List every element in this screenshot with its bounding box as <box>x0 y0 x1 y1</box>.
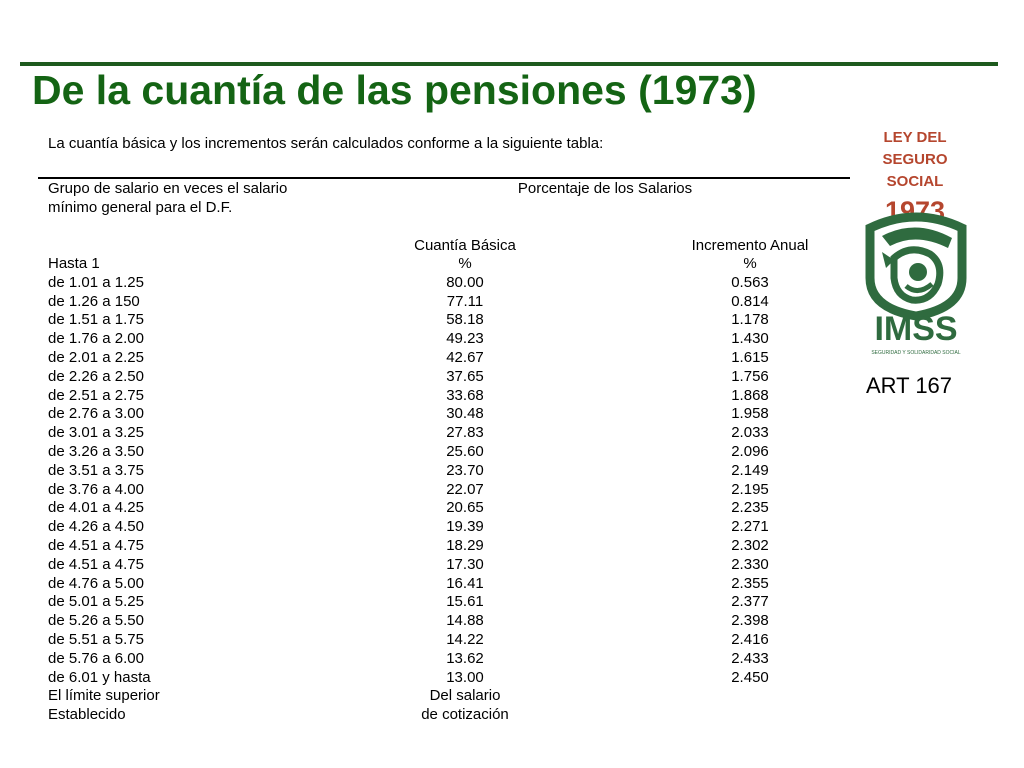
annual-increment-cell: 0.563 <box>731 273 769 291</box>
basic-amount-cell: 14.88 <box>446 612 484 630</box>
annual-increment-cell: 1.958 <box>731 405 769 423</box>
table-row <box>0 443 860 462</box>
table-row <box>0 518 860 537</box>
basic-amount-cell: 58.18 <box>446 311 484 329</box>
basic-amount-cell: 42.67 <box>446 348 484 366</box>
annual-increment-cell: 2.450 <box>731 668 769 686</box>
salary-range-cell: de 4.01 a 4.25 <box>48 499 144 517</box>
annual-increment-cell: 2.096 <box>731 442 769 460</box>
salary-range-cell: de 3.01 a 3.25 <box>48 424 144 442</box>
basic-amount-cell: 13.62 <box>446 649 484 667</box>
slide-title: De la cuantía de las pensiones (1973) <box>32 67 757 113</box>
table-row <box>0 349 860 368</box>
logo-line-1: LEY DEL SEGURO <box>882 129 948 168</box>
basic-amount-cell: % <box>458 255 472 272</box>
basic-amount-cell: 15.61 <box>446 593 484 611</box>
salary-range-cell: Establecido <box>48 706 126 724</box>
basic-amount-cell: 14.22 <box>446 630 484 648</box>
basic-amount-cell: de cotización <box>421 706 509 724</box>
table-row <box>0 330 860 349</box>
salary-range-cell: de 1.76 a 2.00 <box>48 330 144 348</box>
salary-range-cell: de 3.26 a 3.50 <box>48 442 144 460</box>
basic-amount-cell: 17.30 <box>446 555 484 573</box>
table-row <box>0 368 860 387</box>
salary-range-cell: de 2.76 a 3.00 <box>48 405 144 423</box>
basic-amount-cell: 30.48 <box>446 405 484 423</box>
pension-table-body <box>0 255 860 725</box>
annual-increment-cell: 2.330 <box>731 555 769 573</box>
table-row <box>0 274 860 293</box>
annual-increment-cell: 2.355 <box>731 574 769 592</box>
basic-amount-cell: 18.29 <box>446 536 484 554</box>
table-row <box>0 631 860 650</box>
basic-amount-cell: 16.41 <box>446 574 484 592</box>
logo-year: 1973 <box>884 196 946 226</box>
basic-amount-cell: 23.70 <box>446 461 484 479</box>
table-row <box>0 575 860 594</box>
salary-range-cell: de 4.51 a 4.75 <box>48 536 144 554</box>
basic-amount-cell: 37.65 <box>446 367 484 385</box>
annual-increment-cell: 1.430 <box>731 330 769 348</box>
salary-range-cell: de 3.51 a 3.75 <box>48 461 144 479</box>
salary-range-cell: Hasta 1 <box>48 255 100 272</box>
basic-amount-cell: 49.23 <box>446 330 484 348</box>
annual-increment-cell: 0.814 <box>731 292 769 310</box>
table-row <box>0 650 860 669</box>
table-row <box>0 424 860 443</box>
table-row <box>0 556 860 575</box>
header-percentage: Porcentaje de los Salarios <box>517 180 693 197</box>
salary-range-cell: de 2.01 a 2.25 <box>48 348 144 366</box>
table-row <box>0 462 860 481</box>
table-row <box>0 669 860 688</box>
table-row <box>0 387 860 406</box>
salary-range-cell: de 3.76 a 4.00 <box>48 480 144 498</box>
annual-increment-cell: 2.302 <box>731 536 769 554</box>
table-row <box>0 255 860 274</box>
salary-range-cell: de 1.26 a 150 <box>48 292 140 310</box>
salary-range-cell: de 4.26 a 4.50 <box>48 518 144 536</box>
annual-increment-cell: 1.756 <box>731 367 769 385</box>
annual-increment-cell: % <box>743 255 757 272</box>
header-annual-increment: Incremento Anual <box>691 237 809 254</box>
imss-tagline: SEGURIDAD Y SOLIDARIDAD SOCIAL <box>871 350 961 356</box>
annual-increment-cell: 2.377 <box>731 593 769 611</box>
table-row <box>0 706 860 725</box>
basic-amount-cell: 19.39 <box>446 518 484 536</box>
salary-range-cell: de 5.51 a 5.75 <box>48 630 144 648</box>
basic-amount-cell: 27.83 <box>446 424 484 442</box>
annual-increment-cell: 2.033 <box>731 424 769 442</box>
annual-increment-cell: 1.868 <box>731 386 769 404</box>
intro-text: La cuantía básica y los incrementos serán calculados conforme a la siguiente tabla: <box>48 135 604 152</box>
annual-increment-cell: 2.235 <box>731 499 769 517</box>
table-row <box>0 537 860 556</box>
salary-range-cell: de 4.76 a 5.00 <box>48 574 144 592</box>
basic-amount-cell: 20.65 <box>446 499 484 517</box>
salary-range-cell: de 5.01 a 5.25 <box>48 593 144 611</box>
table-row <box>0 405 860 424</box>
header-basic-amount: Cuantía Básica <box>414 237 516 254</box>
basic-amount-cell: 22.07 <box>446 480 484 498</box>
table-row <box>0 593 860 612</box>
table-row <box>0 612 860 631</box>
salary-range-cell: de 5.76 a 6.00 <box>48 649 144 667</box>
salary-range-cell: de 2.51 a 2.75 <box>48 386 144 404</box>
annual-increment-cell: 2.398 <box>731 612 769 630</box>
article-reference: ART 167 <box>866 373 953 398</box>
basic-amount-cell: 77.11 <box>446 292 484 310</box>
basic-amount-cell: 25.60 <box>446 442 484 460</box>
annual-increment-cell: 2.433 <box>731 649 769 667</box>
salary-range-cell: El límite superior <box>48 687 160 705</box>
salary-range-cell: de 1.01 a 1.25 <box>48 273 144 291</box>
basic-amount-cell: 33.68 <box>446 386 484 404</box>
salary-range-cell: de 1.51 a 1.75 <box>48 311 144 329</box>
salary-range-cell: de 6.01 y hasta <box>48 668 151 686</box>
table-row <box>0 499 860 518</box>
table-row <box>0 481 860 500</box>
basic-amount-cell: Del salario <box>429 687 501 705</box>
header-salary-group: Grupo de salario en veces el salario mínimo general para el D.F. <box>48 180 288 216</box>
annual-increment-cell: 2.271 <box>731 518 769 536</box>
annual-increment-cell: 2.149 <box>731 461 769 479</box>
imss-wordmark: IMSS <box>874 310 958 348</box>
table-row <box>0 311 860 330</box>
annual-increment-cell: 1.615 <box>731 348 769 366</box>
salary-range-cell: de 4.51 a 4.75 <box>48 555 144 573</box>
table-row <box>0 293 860 312</box>
basic-amount-cell: 13.00 <box>446 668 484 686</box>
imss-emblem-icon <box>860 208 972 358</box>
basic-amount-cell: 80.00 <box>446 273 484 291</box>
annual-increment-cell: 2.416 <box>731 630 769 648</box>
salary-range-cell: de 5.26 a 5.50 <box>48 612 144 630</box>
logo-line-2: SOCIAL <box>886 173 944 190</box>
table-row <box>0 687 860 706</box>
annual-increment-cell: 2.195 <box>731 480 769 498</box>
annual-increment-cell: 1.178 <box>731 311 769 329</box>
salary-range-cell: de 2.26 a 2.50 <box>48 367 144 385</box>
